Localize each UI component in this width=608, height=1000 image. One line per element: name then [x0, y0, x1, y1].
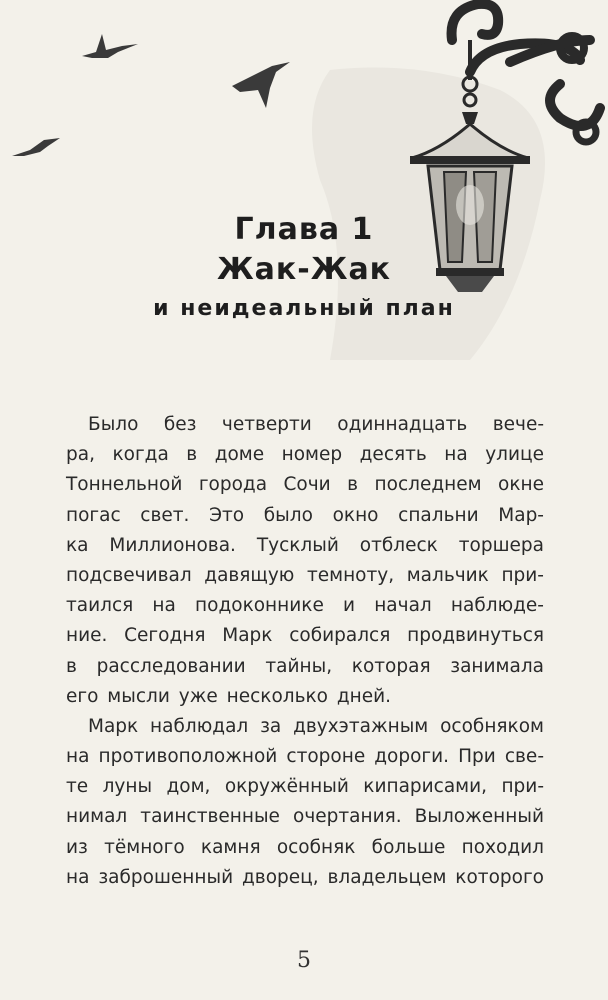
text-line: на заброшенный дворец, владельцем которого — [66, 866, 544, 888]
paragraph — [66, 712, 544, 893]
chapter-number: Глава 1 — [234, 212, 374, 247]
text-line: те луны дом, окружённый кипарисами, при- — [66, 776, 544, 798]
text-line: ра, когда в доме номер десять на улице — [66, 444, 544, 466]
text-line: Было без четверти одиннадцать вече- — [88, 414, 544, 435]
illustration — [0, 0, 608, 380]
text-line: Марк наблюдал за двухэтажным особняком — [88, 715, 544, 737]
text-line: на противоположной стороне дороги. При све- — [66, 746, 544, 768]
text-line: его мысли уже несколько дней. — [66, 685, 392, 707]
chapter-title-line1: Жак-Жак — [216, 252, 392, 287]
text-line: погас свет. Это было окно спальни Мар- — [66, 504, 544, 526]
chapter-title-line2: и неидеальный план — [153, 296, 455, 321]
bird-icon — [12, 138, 60, 156]
text-line: из тёмного камня особняк больше походил — [66, 836, 544, 858]
paragraph — [66, 410, 544, 712]
bird-icon — [82, 34, 138, 58]
text-line: таился на подоконнике и начал наблюде- — [66, 595, 544, 617]
text-line: ние. Сегодня Марк собирался продвинуться — [66, 625, 544, 647]
page-number: 5 — [297, 948, 311, 973]
text-line: подсвечивал давящую темноту, мальчик при- — [66, 564, 544, 586]
text-line: в расследовании тайны, которая занимала — [66, 655, 544, 677]
bird-icon — [232, 62, 290, 108]
text-line: ка Миллионова. Тусклый отблеск торшера — [66, 534, 544, 556]
text-line: Тоннельной города Сочи в последнем окне — [66, 474, 544, 496]
text-line: нимал таинственные очертания. Выложенный — [66, 806, 544, 828]
body-text — [66, 410, 544, 893]
